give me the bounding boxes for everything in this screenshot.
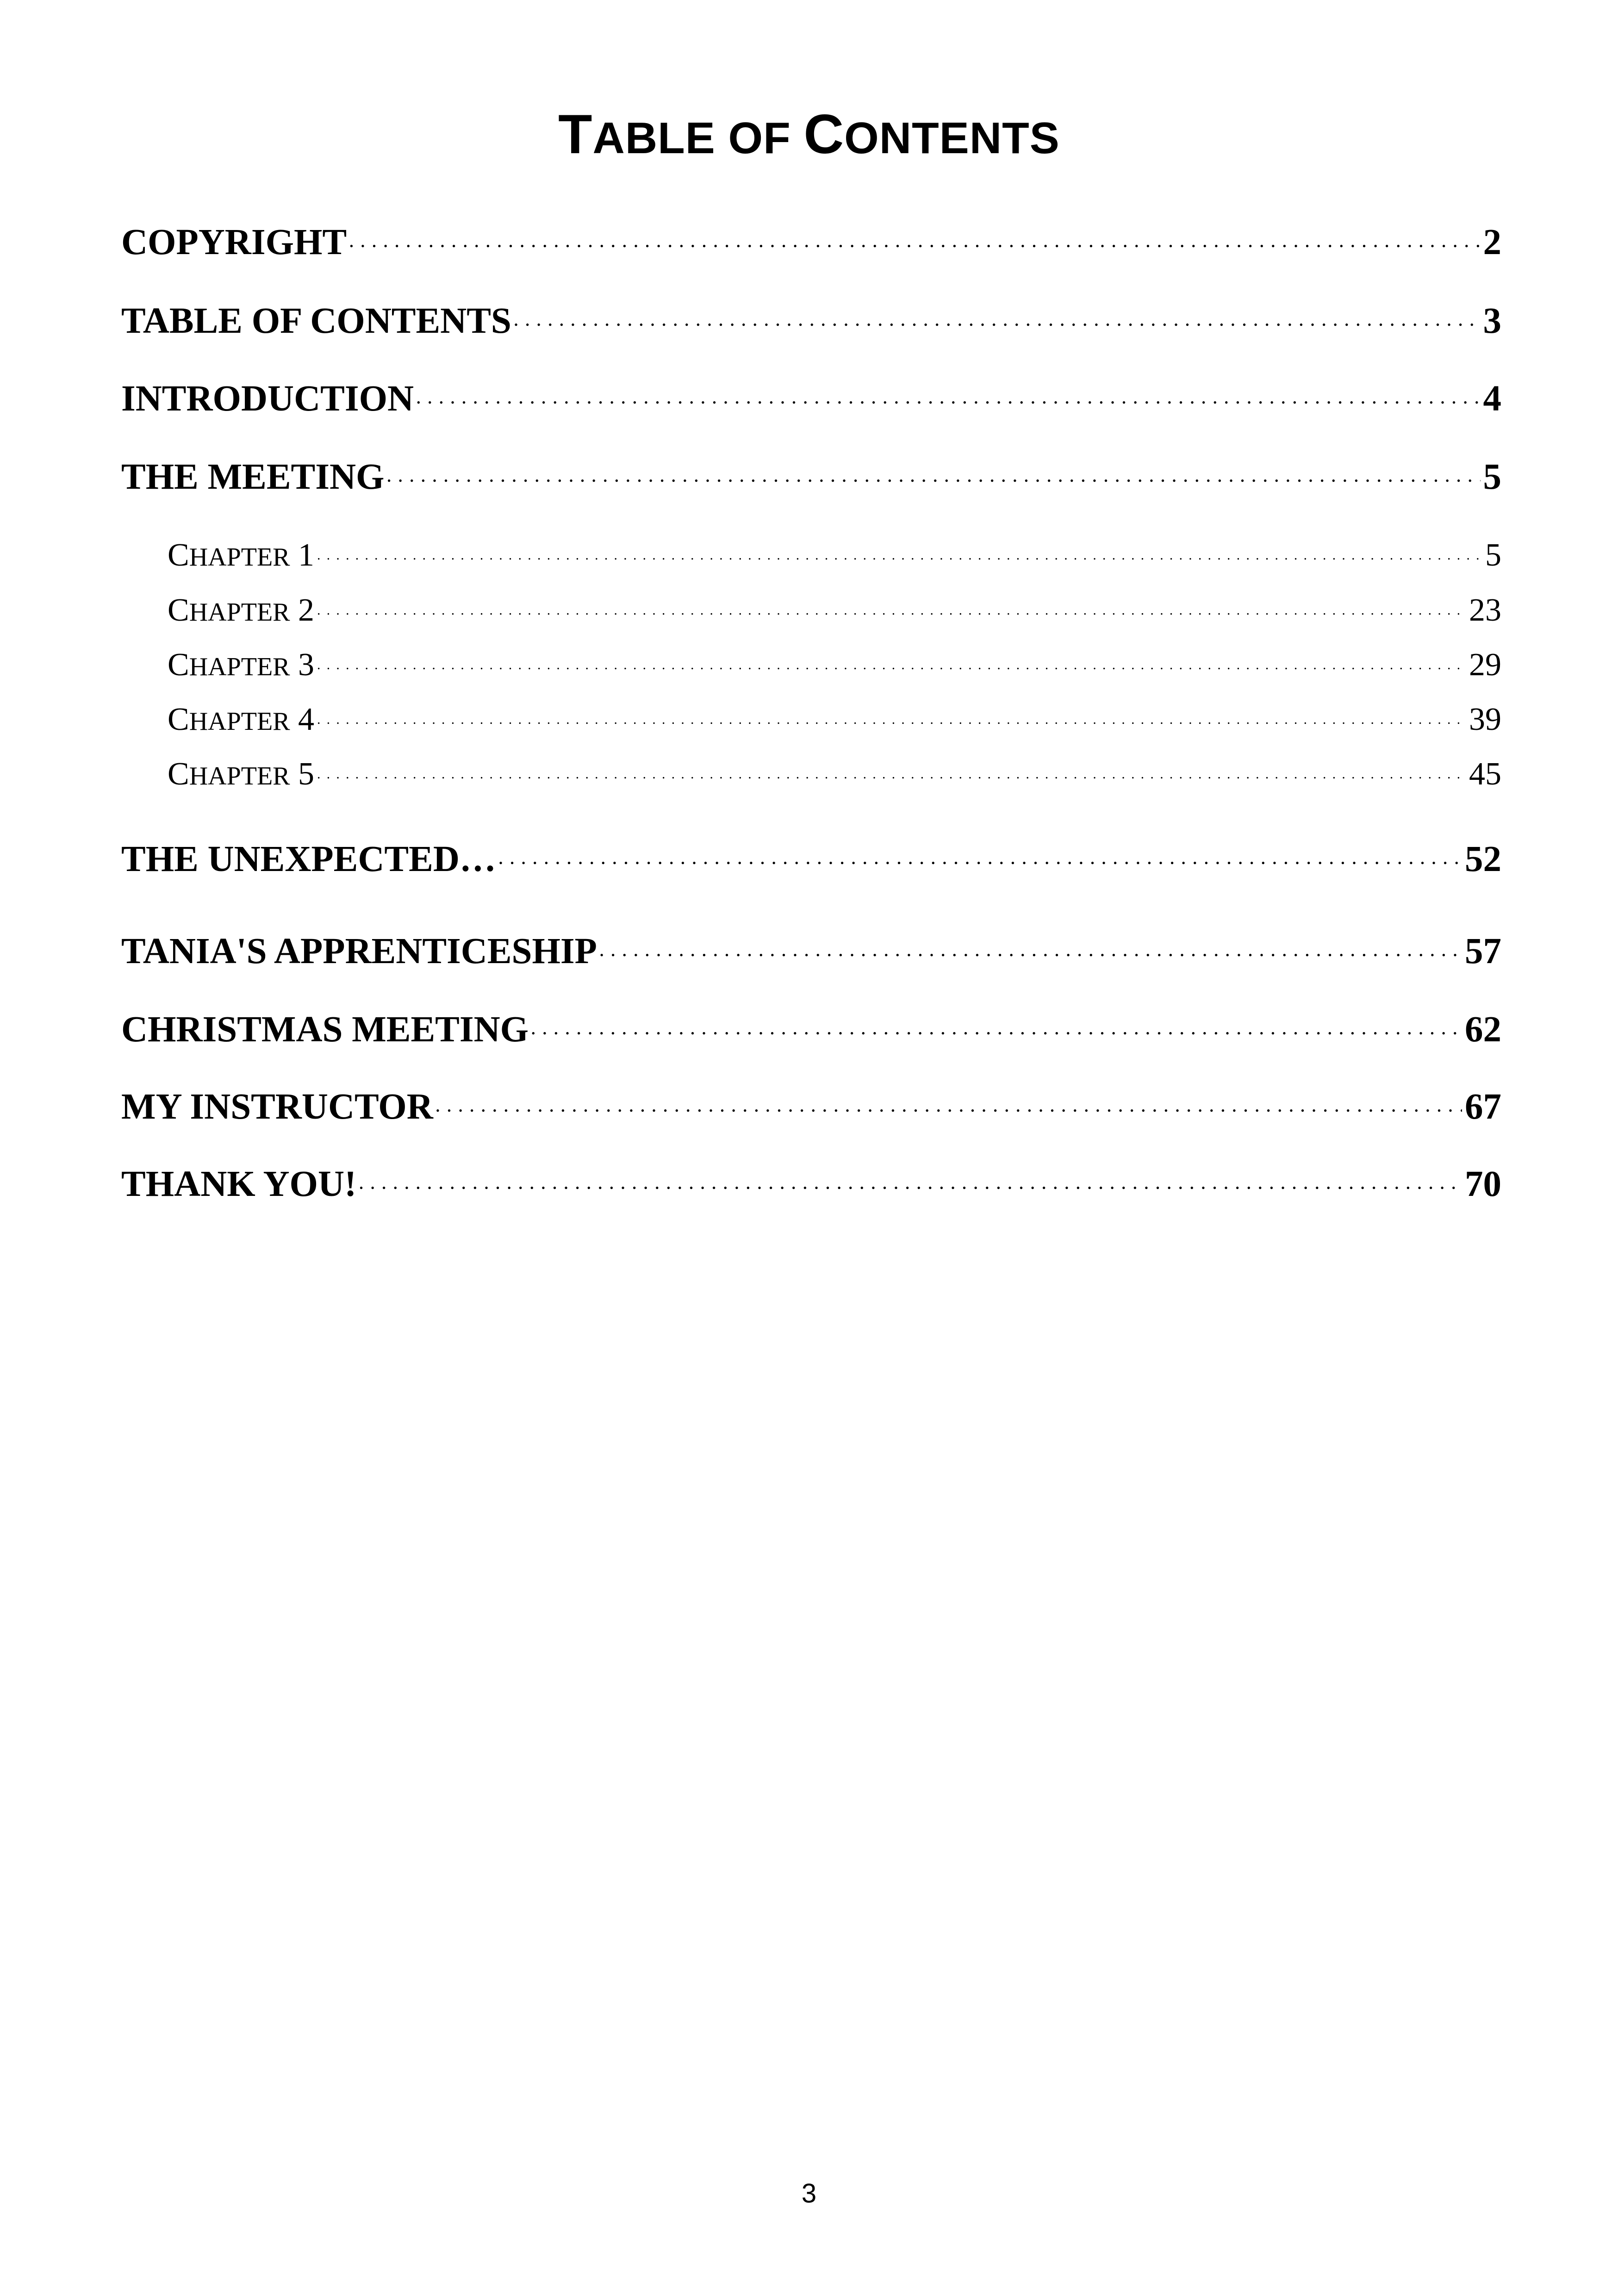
title-initial-c: C xyxy=(803,103,845,165)
toc-subentry-label xyxy=(168,701,314,738)
small-caps-rest: HAPTER xyxy=(189,762,290,790)
dot-leader xyxy=(531,1005,1462,1041)
toc-entry-christmas-meeting[interactable] xyxy=(121,1005,1501,1056)
toc-entry-page: 2 xyxy=(1483,222,1501,262)
toc-subentry-chapter-2[interactable] xyxy=(168,588,1501,635)
toc-entry-the-unexpected[interactable] xyxy=(121,834,1501,885)
dot-leader xyxy=(317,643,1466,675)
dot-leader xyxy=(387,452,1480,489)
title-rest-1: ABLE OF xyxy=(592,113,804,163)
toc-subentry-chapter-5[interactable] xyxy=(168,752,1501,798)
chapter-number: 5 xyxy=(290,756,314,792)
toc-subentry-page: 5 xyxy=(1485,537,1501,573)
dot-leader xyxy=(317,533,1482,566)
small-caps-initial: C xyxy=(168,702,189,737)
dot-leader xyxy=(499,834,1462,871)
dot-leader xyxy=(600,927,1462,963)
chapter-number: 3 xyxy=(290,647,314,683)
small-caps-initial: C xyxy=(168,592,189,628)
dot-leader xyxy=(359,1159,1462,1196)
dot-leader xyxy=(417,374,1480,411)
toc-subentry-chapter-1[interactable] xyxy=(168,533,1501,579)
toc-subentry-page: 45 xyxy=(1469,756,1501,792)
toc-entry-label: THE MEETING xyxy=(121,457,385,497)
toc-subentry-page: 29 xyxy=(1469,647,1501,683)
toc-subentry-page: 23 xyxy=(1469,592,1501,628)
page-number: 3 xyxy=(801,2178,817,2209)
dot-leader xyxy=(436,1082,1462,1119)
toc-entry-label: MY INSTRUCTOR xyxy=(121,1087,433,1127)
toc-subentry-label xyxy=(168,756,314,793)
toc-entry-page: 62 xyxy=(1465,1009,1501,1050)
toc-entry-label: COPYRIGHT xyxy=(121,222,347,262)
toc-entry-label: INTRODUCTION xyxy=(121,379,414,419)
dot-leader xyxy=(514,296,1481,333)
toc-subentry-label xyxy=(168,647,314,684)
toc-subentry-label xyxy=(168,537,314,574)
toc-entry-introduction[interactable] xyxy=(121,374,1501,425)
toc-entry-label: TABLE OF CONTENTS xyxy=(121,301,511,341)
small-caps-initial: C xyxy=(168,647,189,683)
toc-entry-copyright[interactable] xyxy=(121,218,1501,268)
toc-entry-label: CHRISTMAS MEETING xyxy=(121,1009,529,1050)
toc-entry-page: 70 xyxy=(1465,1164,1501,1204)
toc-subentry-chapter-3[interactable] xyxy=(168,643,1501,689)
dot-leader xyxy=(317,697,1466,730)
toc-entry-page: 67 xyxy=(1465,1087,1501,1127)
toc-entry-page: 57 xyxy=(1465,931,1501,971)
toc-entry-label: TANIA'S APPRENTICESHIP xyxy=(121,931,597,971)
dot-leader xyxy=(317,588,1466,621)
toc-entry-page: 52 xyxy=(1465,839,1501,879)
toc-entry-page: 3 xyxy=(1483,301,1501,341)
toc-subentry-label xyxy=(168,592,314,629)
toc-entry-tanias-apprenticeship[interactable] xyxy=(121,927,1501,977)
toc-entry-page: 4 xyxy=(1483,379,1501,419)
small-caps-rest: HAPTER xyxy=(189,598,290,627)
toc-entry-label: THE UNEXPECTED… xyxy=(121,839,496,879)
title-initial-t: T xyxy=(558,103,593,165)
toc-entry-my-instructor[interactable] xyxy=(121,1082,1501,1133)
toc-entry-table-of-contents[interactable] xyxy=(121,296,1501,347)
toc-entry-label: THANK YOU! xyxy=(121,1164,357,1204)
toc-entry-page: 5 xyxy=(1483,457,1501,497)
toc-subentry-chapter-4[interactable] xyxy=(168,697,1501,744)
small-caps-initial: C xyxy=(168,537,189,573)
dot-leader xyxy=(317,752,1466,784)
toc-subentry-page: 39 xyxy=(1469,702,1501,737)
chapter-number: 2 xyxy=(290,592,314,628)
toc-entry-the-meeting[interactable] xyxy=(121,452,1501,503)
chapter-number: 1 xyxy=(290,537,314,573)
small-caps-rest: HAPTER xyxy=(189,707,290,736)
toc-entry-thank-you[interactable] xyxy=(121,1159,1501,1210)
dot-leader xyxy=(349,218,1480,254)
chapter-number: 4 xyxy=(290,702,314,737)
page-title xyxy=(0,100,1618,173)
small-caps-initial: C xyxy=(168,756,189,792)
title-rest-2: ONTENTS xyxy=(844,113,1060,163)
small-caps-rest: HAPTER xyxy=(189,543,290,572)
small-caps-rest: HAPTER xyxy=(189,653,290,681)
